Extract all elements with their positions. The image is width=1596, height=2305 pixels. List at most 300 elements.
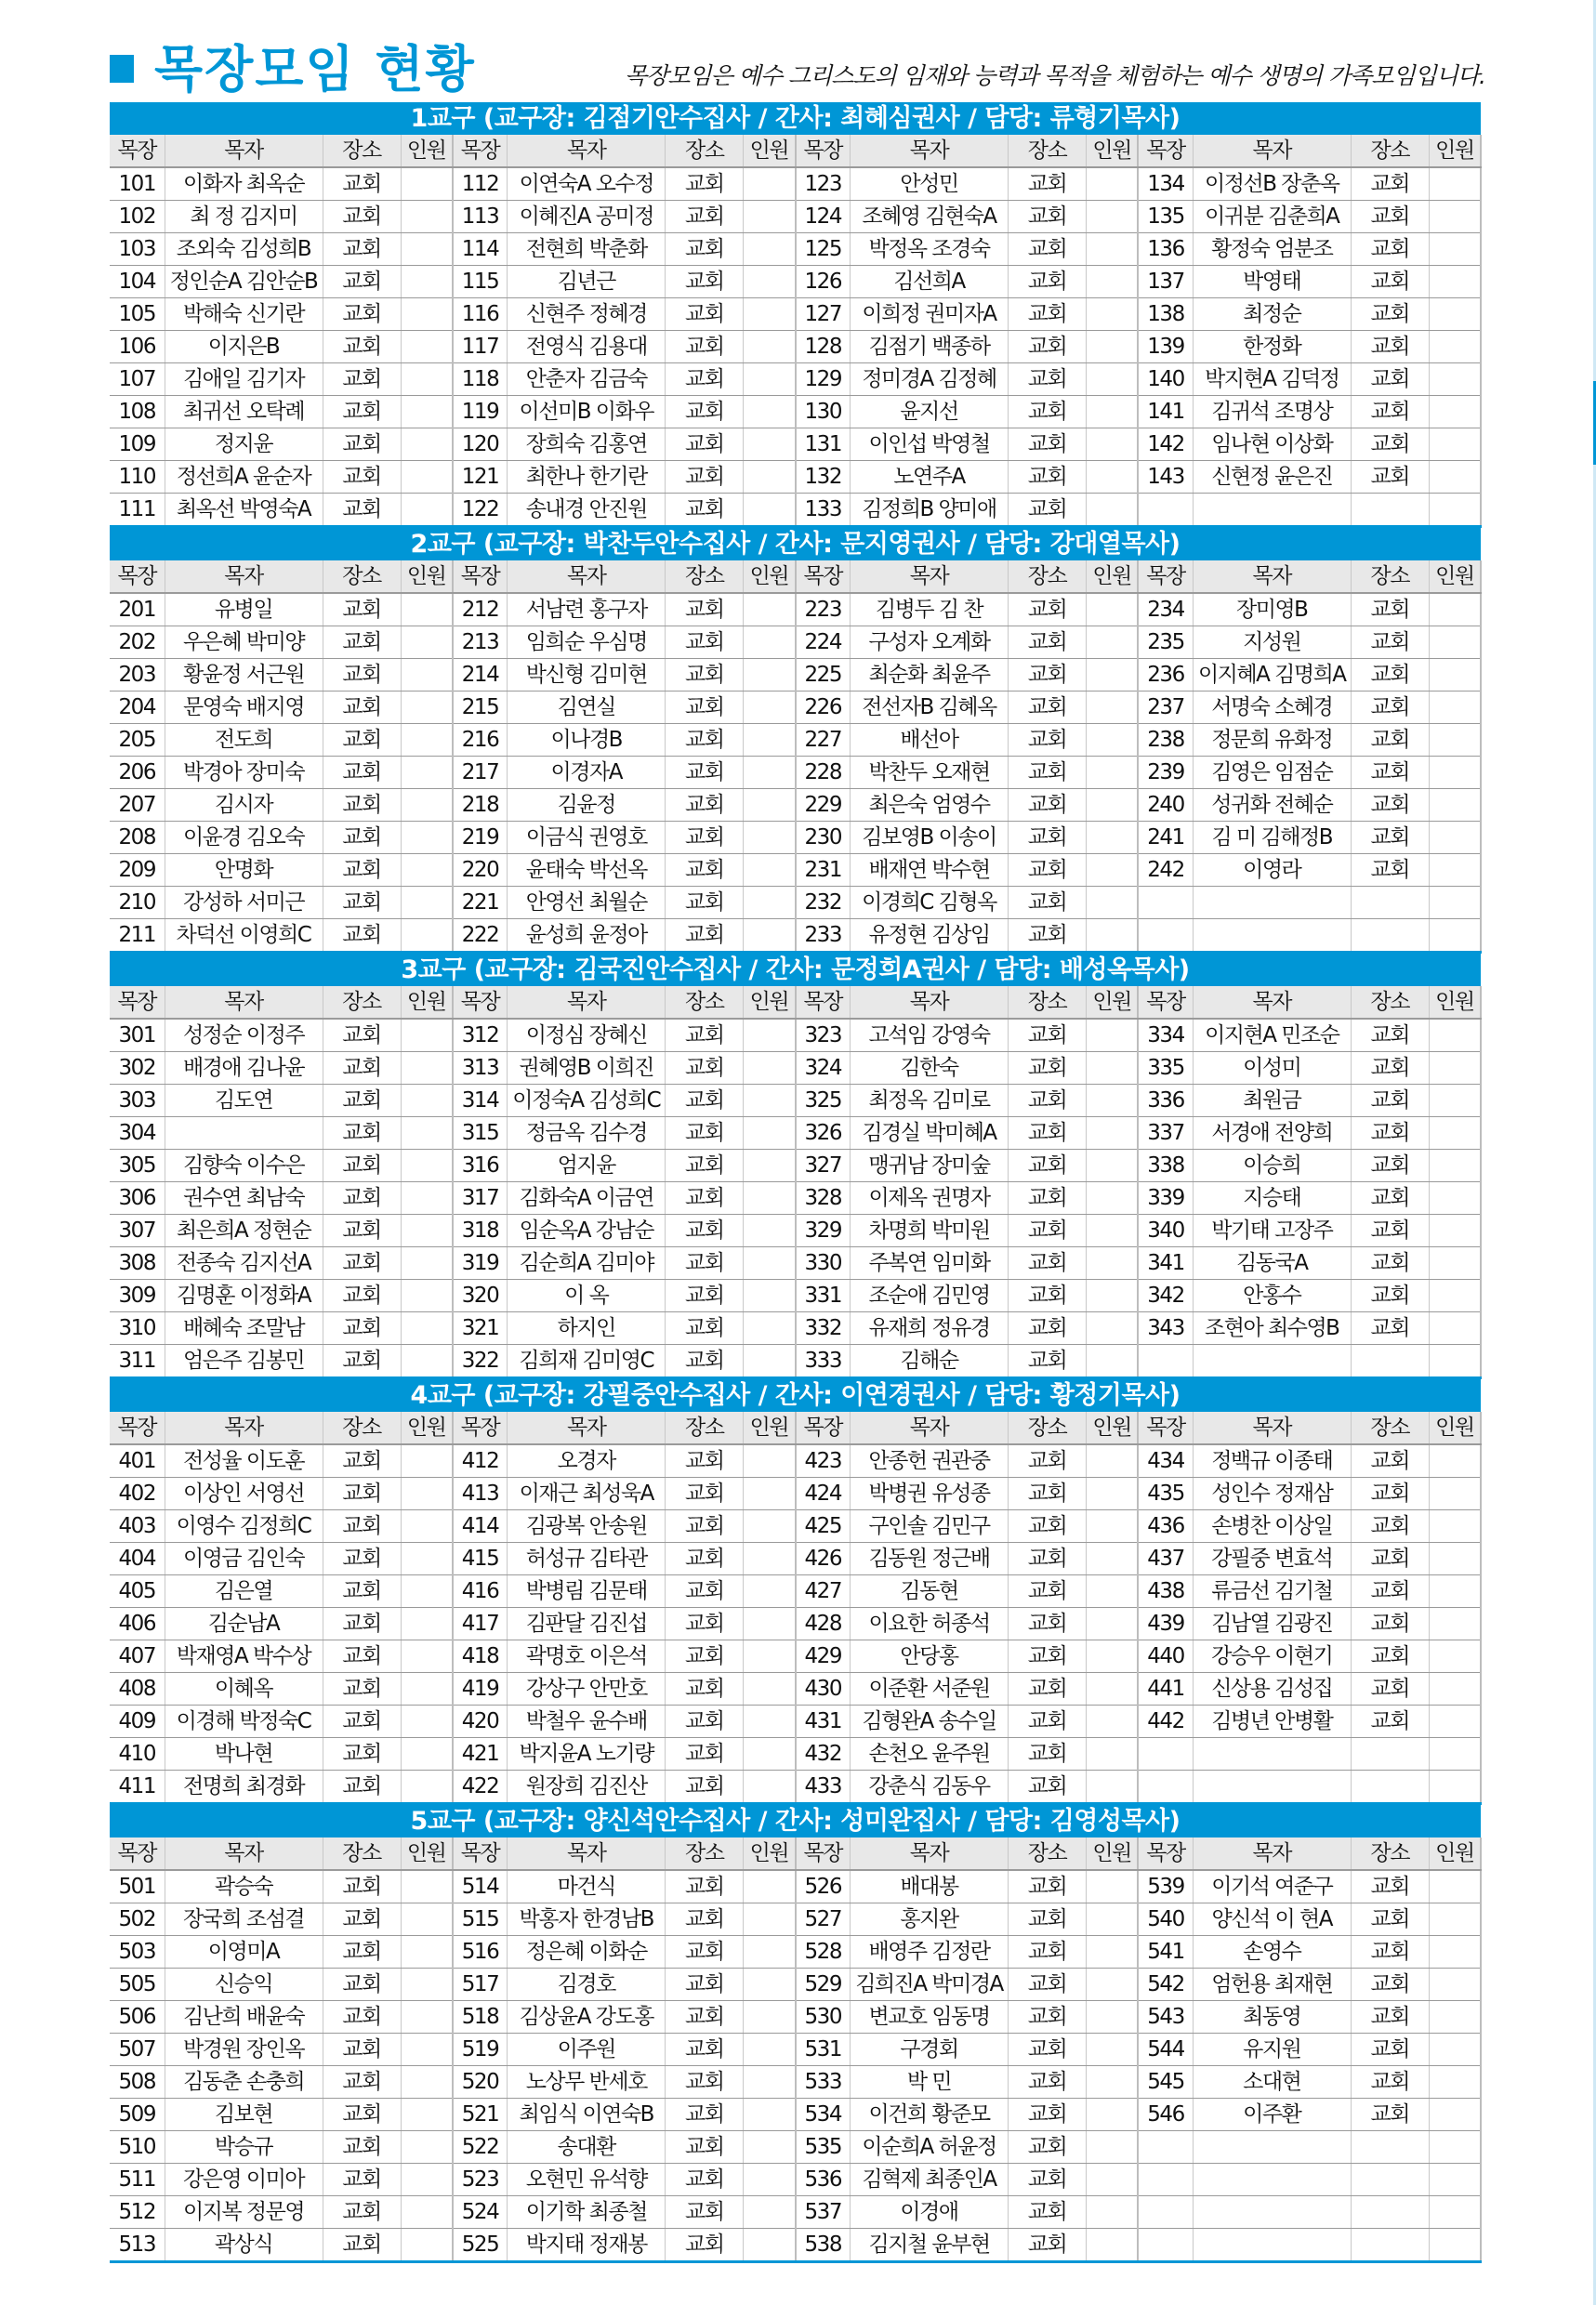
attendance <box>1429 1771 1481 1804</box>
leader-names: 박병권 유성종 <box>851 1478 1009 1510</box>
group-number: 218 <box>453 789 508 822</box>
attendance <box>401 1706 453 1738</box>
column-header: 목자 <box>165 135 323 167</box>
group-number: 404 <box>110 1543 165 1575</box>
group-number: 216 <box>453 724 508 757</box>
attendance <box>401 1771 453 1804</box>
attendance <box>744 331 796 363</box>
group-number: 424 <box>796 1478 851 1510</box>
leader-names: 황정숙 엄분조 <box>1193 233 1351 266</box>
meeting-place: 교회 <box>323 1771 401 1804</box>
meeting-place: 교회 <box>1351 1543 1429 1575</box>
table-row <box>110 724 1481 757</box>
meeting-place: 교회 <box>666 331 744 363</box>
meeting-place: 교회 <box>323 1673 401 1706</box>
leader-names: 서경애 전양희 <box>1193 1117 1351 1150</box>
district-table <box>110 1412 1482 1805</box>
leader-names: 김정희B 양미애 <box>851 494 1009 527</box>
column-header: 목장 <box>453 1412 508 1444</box>
leader-names <box>1193 2164 1351 2196</box>
column-header: 장소 <box>1009 986 1087 1019</box>
meeting-place: 교회 <box>1351 1575 1429 1608</box>
column-header: 인원 <box>1087 1412 1139 1444</box>
meeting-place: 교회 <box>1351 1870 1429 1903</box>
leader-names: 손병찬 이상일 <box>1193 1510 1351 1543</box>
leader-names: 이경희C 김형옥 <box>851 887 1009 919</box>
table-row <box>110 1345 1481 1378</box>
group-number: 319 <box>453 1247 508 1280</box>
meeting-place: 교회 <box>1351 2001 1429 2034</box>
group-number: 413 <box>453 1478 508 1510</box>
group-number: 521 <box>453 2099 508 2131</box>
group-number: 402 <box>110 1478 165 1510</box>
group-number: 311 <box>110 1345 165 1378</box>
leader-names: 이준환 서준원 <box>851 1673 1009 1706</box>
attendance <box>401 854 453 887</box>
column-header: 인원 <box>401 1837 453 1870</box>
attendance <box>1087 1478 1139 1510</box>
district-title: 5교구 (교구장: 양신석안수집사 / 간사: 성미완집사 / 담당: 김영성목사) <box>110 1805 1481 1837</box>
meeting-place: 교회 <box>1009 1478 1087 1510</box>
meeting-place: 교회 <box>1009 692 1087 724</box>
column-header: 목장 <box>796 1412 851 1444</box>
leader-names: 윤성희 윤정아 <box>508 919 666 953</box>
group-number: 541 <box>1138 1936 1193 1969</box>
meeting-place: 교회 <box>666 1444 744 1478</box>
leader-names: 유지원 <box>1193 2034 1351 2066</box>
meeting-place: 교회 <box>1351 1085 1429 1117</box>
leader-names: 최순화 최윤주 <box>851 659 1009 692</box>
leader-names: 최은희A 정현순 <box>165 1215 323 1247</box>
meeting-place: 교회 <box>666 626 744 659</box>
leader-names: 김경호 <box>508 1969 666 2001</box>
page-title <box>110 37 476 102</box>
attendance <box>744 1280 796 1312</box>
leader-names: 원장희 김진산 <box>508 1771 666 1804</box>
group-number: 406 <box>110 1608 165 1640</box>
meeting-place: 교회 <box>666 266 744 298</box>
column-header: 장소 <box>666 1412 744 1444</box>
table-row <box>110 1870 1481 1903</box>
group-number <box>1138 2164 1193 2196</box>
attendance <box>744 1247 796 1280</box>
group-number: 124 <box>796 201 851 233</box>
group-number: 306 <box>110 1182 165 1215</box>
meeting-place: 교회 <box>666 919 744 953</box>
attendance <box>401 266 453 298</box>
leader-names: 안영선 최월순 <box>508 887 666 919</box>
group-number: 220 <box>453 854 508 887</box>
attendance <box>1429 1510 1481 1543</box>
meeting-place: 교회 <box>1351 822 1429 854</box>
group-number <box>1138 2196 1193 2229</box>
attendance <box>1087 1738 1139 1771</box>
group-number: 107 <box>110 363 165 396</box>
group-number: 440 <box>1138 1640 1193 1673</box>
group-number: 542 <box>1138 1969 1193 2001</box>
attendance <box>401 1969 453 2001</box>
leader-names: 김형완A 송수일 <box>851 1706 1009 1738</box>
leader-names: 박홍자 한경남B <box>508 1903 666 1936</box>
attendance <box>744 659 796 692</box>
meeting-place: 교회 <box>323 167 401 201</box>
attendance <box>744 2131 796 2164</box>
leader-names: 신상용 김성집 <box>1193 1673 1351 1706</box>
leader-names: 박영태 <box>1193 266 1351 298</box>
meeting-place: 교회 <box>666 1771 744 1804</box>
meeting-place: 교회 <box>666 724 744 757</box>
meeting-place: 교회 <box>323 1052 401 1085</box>
table-row <box>110 692 1481 724</box>
attendance <box>744 1052 796 1085</box>
attendance <box>401 1673 453 1706</box>
attendance <box>744 1543 796 1575</box>
attendance <box>401 1444 453 1478</box>
meeting-place: 교회 <box>1351 461 1429 494</box>
square-bullet-icon <box>110 55 134 83</box>
attendance <box>1429 593 1481 626</box>
attendance <box>744 887 796 919</box>
group-number: 204 <box>110 692 165 724</box>
group-number: 528 <box>796 1936 851 1969</box>
leader-names: 최정순 <box>1193 298 1351 331</box>
group-number: 133 <box>796 494 851 527</box>
attendance <box>744 1510 796 1543</box>
attendance <box>744 461 796 494</box>
header-row <box>110 1412 1481 1444</box>
meeting-place: 교회 <box>666 2066 744 2099</box>
group-number: 304 <box>110 1117 165 1150</box>
attendance <box>1429 428 1481 461</box>
attendance <box>1087 1543 1139 1575</box>
meeting-place: 교회 <box>323 1117 401 1150</box>
table-row <box>110 1640 1481 1673</box>
group-number: 409 <box>110 1706 165 1738</box>
leader-names: 차덕선 이영희C <box>165 919 323 953</box>
leader-names: 김연실 <box>508 692 666 724</box>
attendance <box>401 724 453 757</box>
leader-names: 최정옥 김미로 <box>851 1085 1009 1117</box>
leader-names: 박승규 <box>165 2131 323 2164</box>
district-sections <box>110 102 1481 2263</box>
group-number: 515 <box>453 1903 508 1936</box>
leader-names: 김명훈 이정화A <box>165 1280 323 1312</box>
header-row <box>110 1837 1481 1870</box>
attendance <box>401 1117 453 1150</box>
meeting-place: 교회 <box>1351 1117 1429 1150</box>
attendance <box>401 1312 453 1345</box>
group-number: 407 <box>110 1640 165 1673</box>
attendance <box>1429 2164 1481 2196</box>
meeting-place: 교회 <box>666 201 744 233</box>
leader-names: 이영미A <box>165 1936 323 1969</box>
column-header: 장소 <box>1009 1837 1087 1870</box>
leader-names: 성귀화 전혜순 <box>1193 789 1351 822</box>
leader-names <box>1193 887 1351 919</box>
meeting-place: 교회 <box>1351 1903 1429 1936</box>
column-header: 인원 <box>1429 135 1481 167</box>
meeting-place: 교회 <box>666 1936 744 1969</box>
column-header: 인원 <box>744 1412 796 1444</box>
group-number: 131 <box>796 428 851 461</box>
attendance <box>1087 1969 1139 2001</box>
attendance <box>401 1247 453 1280</box>
meeting-place: 교회 <box>1009 1247 1087 1280</box>
attendance <box>744 1444 796 1478</box>
attendance <box>1087 887 1139 919</box>
attendance <box>744 298 796 331</box>
attendance <box>1429 1738 1481 1771</box>
group-number: 518 <box>453 2001 508 2034</box>
leader-names: 박해숙 신기란 <box>165 298 323 331</box>
attendance <box>1429 1182 1481 1215</box>
leader-names: 전현희 박춘화 <box>508 233 666 266</box>
leader-names: 신승익 <box>165 1969 323 2001</box>
table-row <box>110 331 1481 363</box>
group-number: 316 <box>453 1150 508 1182</box>
attendance <box>744 428 796 461</box>
leader-names: 윤지선 <box>851 396 1009 428</box>
column-header: 장소 <box>323 986 401 1019</box>
leader-names: 권혜영B 이희진 <box>508 1052 666 1085</box>
table-row <box>110 1969 1481 2001</box>
meeting-place: 교회 <box>666 1706 744 1738</box>
meeting-place: 교회 <box>1351 1312 1429 1345</box>
attendance <box>1429 331 1481 363</box>
meeting-place: 교회 <box>323 1543 401 1575</box>
leader-names: 강성하 서미근 <box>165 887 323 919</box>
leader-names: 안종헌 권관중 <box>851 1444 1009 1478</box>
leader-names: 최임식 이연숙B <box>508 2099 666 2131</box>
meeting-place: 교회 <box>1351 1019 1429 1052</box>
group-number: 530 <box>796 2001 851 2034</box>
group-number: 527 <box>796 1903 851 1936</box>
leader-names: 오경자 <box>508 1444 666 1478</box>
leader-names: 이요한 허종석 <box>851 1608 1009 1640</box>
group-number: 416 <box>453 1575 508 1608</box>
attendance <box>1087 724 1139 757</box>
meeting-place: 교회 <box>1009 1052 1087 1085</box>
group-number: 334 <box>1138 1019 1193 1052</box>
group-number: 433 <box>796 1771 851 1804</box>
table-row <box>110 461 1481 494</box>
group-number: 436 <box>1138 1510 1193 1543</box>
attendance <box>744 1969 796 2001</box>
leader-names: 이금식 권영호 <box>508 822 666 854</box>
meeting-place: 교회 <box>1351 1150 1429 1182</box>
column-header: 목자 <box>165 1837 323 1870</box>
attendance <box>744 1608 796 1640</box>
table-row <box>110 1085 1481 1117</box>
table-row <box>110 887 1481 919</box>
meeting-place: 교회 <box>323 1478 401 1510</box>
meeting-place: 교회 <box>1009 2196 1087 2229</box>
leader-names: 성정순 이정주 <box>165 1019 323 1052</box>
table-row <box>110 2034 1481 2066</box>
meeting-place: 교회 <box>1009 1312 1087 1345</box>
group-number: 438 <box>1138 1575 1193 1608</box>
leader-names: 이지현A 민조순 <box>1193 1019 1351 1052</box>
meeting-place: 교회 <box>323 1019 401 1052</box>
table-row <box>110 2196 1481 2229</box>
meeting-place: 교회 <box>1009 822 1087 854</box>
meeting-place: 교회 <box>666 854 744 887</box>
attendance <box>1429 1673 1481 1706</box>
attendance <box>744 1117 796 1150</box>
leader-names: 이순희A 허윤정 <box>851 2131 1009 2164</box>
attendance <box>744 789 796 822</box>
header-row <box>110 135 1481 167</box>
attendance <box>401 1150 453 1182</box>
leader-names: 김선희A <box>851 266 1009 298</box>
attendance <box>1087 1215 1139 1247</box>
attendance <box>1087 1247 1139 1280</box>
attendance <box>1087 1936 1139 1969</box>
group-number: 442 <box>1138 1706 1193 1738</box>
meeting-place: 교회 <box>1009 626 1087 659</box>
group-number: 536 <box>796 2164 851 2196</box>
table-row <box>110 1312 1481 1345</box>
leader-names: 이지복 정문영 <box>165 2196 323 2229</box>
meeting-place: 교회 <box>1351 331 1429 363</box>
attendance <box>1087 1510 1139 1543</box>
group-number: 140 <box>1138 363 1193 396</box>
column-header: 인원 <box>1087 1837 1139 1870</box>
group-number: 111 <box>110 494 165 527</box>
leader-names: 이영수 김정희C <box>165 1510 323 1543</box>
group-number: 414 <box>453 1510 508 1543</box>
leader-names <box>1193 1771 1351 1804</box>
meeting-place: 교회 <box>666 1312 744 1345</box>
table-row <box>110 1052 1481 1085</box>
group-number: 302 <box>110 1052 165 1085</box>
leader-names: 박경원 장인옥 <box>165 2034 323 2066</box>
meeting-place: 교회 <box>1009 1019 1087 1052</box>
attendance <box>1087 659 1139 692</box>
district-title: 3교구 (교구장: 김국진안수집사 / 간사: 문정희A권사 / 담당: 배성옥목사) <box>110 954 1481 986</box>
leader-names: 김광복 안송원 <box>508 1510 666 1543</box>
attendance <box>744 2066 796 2099</box>
group-number: 215 <box>453 692 508 724</box>
leader-names: 이나경B <box>508 724 666 757</box>
leader-names: 이경해 박정숙C <box>165 1706 323 1738</box>
meeting-place: 교회 <box>1009 1969 1087 2001</box>
attendance <box>744 692 796 724</box>
attendance <box>1429 363 1481 396</box>
meeting-place <box>1351 1345 1429 1378</box>
attendance <box>744 363 796 396</box>
group-number: 317 <box>453 1182 508 1215</box>
attendance <box>1429 1543 1481 1575</box>
leader-names: 박기태 고장주 <box>1193 1215 1351 1247</box>
meeting-place: 교회 <box>1009 1543 1087 1575</box>
leader-names: 이제옥 권명자 <box>851 1182 1009 1215</box>
group-number: 517 <box>453 1969 508 2001</box>
attendance <box>401 2131 453 2164</box>
group-number: 546 <box>1138 2099 1193 2131</box>
group-number: 519 <box>453 2034 508 2066</box>
table-row <box>110 1543 1481 1575</box>
attendance <box>1087 822 1139 854</box>
meeting-place: 교회 <box>666 233 744 266</box>
leader-names: 구성자 오계화 <box>851 626 1009 659</box>
leader-names: 김희재 김미영C <box>508 1345 666 1378</box>
column-header: 장소 <box>666 986 744 1019</box>
attendance <box>1087 1117 1139 1150</box>
meeting-place: 교회 <box>323 1706 401 1738</box>
meeting-place: 교회 <box>1009 428 1087 461</box>
leader-names: 김혁제 최종인A <box>851 2164 1009 2196</box>
attendance <box>401 1870 453 1903</box>
group-number: 241 <box>1138 822 1193 854</box>
leader-names: 조외숙 김성희B <box>165 233 323 266</box>
group-number: 434 <box>1138 1444 1193 1478</box>
table-row <box>110 2164 1481 2196</box>
leader-names: 이인섭 박영철 <box>851 428 1009 461</box>
meeting-place: 교회 <box>666 1150 744 1182</box>
leader-names: 이화자 최옥순 <box>165 167 323 201</box>
attendance <box>1429 659 1481 692</box>
group-number: 232 <box>796 887 851 919</box>
table-row <box>110 428 1481 461</box>
meeting-place: 교회 <box>1009 396 1087 428</box>
leader-names: 김희진A 박미경A <box>851 1969 1009 2001</box>
column-header: 목자 <box>851 135 1009 167</box>
attendance <box>1429 2196 1481 2229</box>
meeting-place: 교회 <box>1009 1936 1087 1969</box>
group-number: 134 <box>1138 167 1193 201</box>
attendance <box>1087 854 1139 887</box>
leader-names: 이 옥 <box>508 1280 666 1312</box>
group-number: 228 <box>796 757 851 789</box>
meeting-place: 교회 <box>1351 1182 1429 1215</box>
meeting-place: 교회 <box>666 1478 744 1510</box>
attendance <box>1429 789 1481 822</box>
group-number: 423 <box>796 1444 851 1478</box>
meeting-place: 교회 <box>1351 854 1429 887</box>
meeting-place: 교회 <box>323 1870 401 1903</box>
leader-names <box>1193 2196 1351 2229</box>
district-section <box>110 1379 1481 1805</box>
meeting-place: 교회 <box>666 1673 744 1706</box>
meeting-place: 교회 <box>1351 1052 1429 1085</box>
group-number: 211 <box>110 919 165 953</box>
meeting-place: 교회 <box>1009 1738 1087 1771</box>
group-number: 230 <box>796 822 851 854</box>
group-number: 544 <box>1138 2034 1193 2066</box>
leader-names: 이지혜A 김명희A <box>1193 659 1351 692</box>
group-number: 523 <box>453 2164 508 2196</box>
column-header: 장소 <box>1009 560 1087 593</box>
leader-names: 구인솔 김민구 <box>851 1510 1009 1543</box>
meeting-place: 교회 <box>323 2164 401 2196</box>
leader-names: 김향숙 이수은 <box>165 1150 323 1182</box>
leader-names: 이귀분 김춘희A <box>1193 201 1351 233</box>
column-header: 장소 <box>1009 135 1087 167</box>
column-header: 목장 <box>796 560 851 593</box>
attendance <box>401 2229 453 2262</box>
table-row <box>110 2001 1481 2034</box>
attendance <box>1429 757 1481 789</box>
group-number: 206 <box>110 757 165 789</box>
leader-names: 이기학 최종철 <box>508 2196 666 2229</box>
group-number: 420 <box>453 1706 508 1738</box>
group-number: 221 <box>453 887 508 919</box>
column-header: 목장 <box>110 986 165 1019</box>
meeting-place: 교회 <box>1351 1444 1429 1478</box>
leader-names: 김애일 김기자 <box>165 363 323 396</box>
column-header: 장소 <box>1009 1412 1087 1444</box>
